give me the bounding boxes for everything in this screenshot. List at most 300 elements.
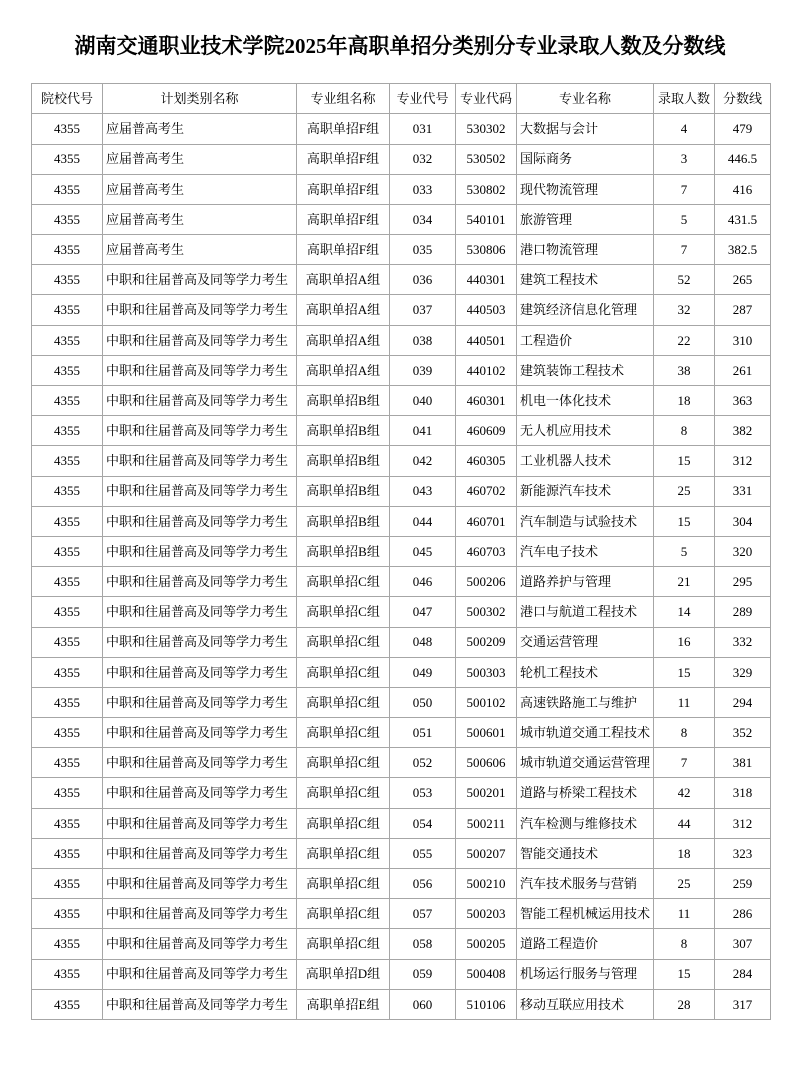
cell-text: 4355 (54, 997, 80, 1012)
cell-score-line (715, 869, 771, 899)
cell-major-code (456, 476, 517, 506)
cell-major-no (390, 929, 456, 959)
cell-text: 机电一体化技术 (520, 393, 612, 408)
cell-major-group (297, 597, 390, 627)
cell-text: 048 (412, 635, 433, 650)
cell-major-code (456, 174, 517, 204)
cell-plan-category (103, 808, 297, 838)
cell-text: 4355 (54, 303, 80, 318)
table-row (32, 235, 771, 265)
cell-school-code (32, 929, 103, 959)
cell-major-no (390, 144, 456, 174)
cell-text: 中职和往届普高及同等学力考生 (106, 816, 289, 831)
cell-plan-category (103, 265, 297, 295)
cell-score-line (715, 808, 771, 838)
cell-major-group (297, 476, 390, 506)
cell-major-name (517, 235, 654, 265)
cell-text: 382 (732, 424, 753, 439)
cell-text: 中职和往届普高及同等学力考生 (106, 273, 289, 288)
cell-text: 高职单招C组 (306, 786, 380, 801)
column-header-score-line: 分数线 (715, 84, 771, 114)
cell-major-code (456, 869, 517, 899)
cell-score-line (715, 416, 771, 446)
table-row (32, 476, 771, 506)
cell-text: 4355 (54, 907, 80, 922)
cell-major-group (297, 114, 390, 144)
cell-text: 高职单招C组 (306, 695, 380, 710)
cell-major-group (297, 144, 390, 174)
cell-text: 高职单招A组 (305, 273, 381, 288)
cell-text: 中职和往届普高及同等学力考生 (106, 665, 289, 680)
cell-text: 500206 (466, 575, 506, 589)
cell-text: 汽车电子技术 (520, 544, 599, 559)
cell-text: 工程造价 (520, 333, 573, 348)
cell-admitted (654, 929, 715, 959)
cell-admitted (654, 869, 715, 899)
cell-text: 500302 (466, 605, 506, 620)
cell-admitted (654, 657, 715, 687)
cell-text: 高职单招F组 (306, 212, 380, 227)
cell-text: 440503 (466, 303, 506, 318)
cell-text: 7 (680, 182, 688, 197)
cell-text: 15 (677, 665, 691, 680)
column-header-admitted: 录取人数 (654, 84, 715, 114)
cell-text: 460305 (466, 454, 506, 469)
cell-text: 高职单招D组 (305, 967, 381, 982)
cell-text: 5 (680, 544, 688, 559)
cell-text: 国际商务 (520, 152, 573, 167)
cell-text: 高职单招C组 (306, 756, 380, 771)
cell-admitted (654, 597, 715, 627)
cell-plan-category (103, 446, 297, 476)
table-row (32, 748, 771, 778)
cell-text: 中职和往届普高及同等学力考生 (106, 876, 289, 891)
cell-text: 旅游管理 (520, 212, 573, 227)
table-row (32, 597, 771, 627)
cell-text: 应届普高考生 (106, 212, 185, 227)
cell-major-group (297, 869, 390, 899)
cell-text: 高职单招E组 (306, 997, 380, 1012)
cell-text: 港口物流管理 (520, 242, 599, 257)
table-row (32, 536, 771, 566)
cell-text: 中职和往届普高及同等学力考生 (106, 635, 289, 650)
cell-school-code (32, 808, 103, 838)
cell-text: 4355 (54, 424, 80, 439)
cell-text: 高职单招F组 (306, 152, 380, 167)
cell-text: 035 (412, 242, 433, 257)
cell-text: 高职单招B组 (306, 424, 380, 439)
cell-text: 294 (732, 695, 753, 710)
cell-school-code (32, 959, 103, 989)
cell-major-code (456, 536, 517, 566)
cell-text: 8 (680, 424, 688, 439)
cell-plan-category (103, 235, 297, 265)
cell-text: 交通运营管理 (520, 635, 599, 650)
cell-admitted (654, 325, 715, 355)
cell-score-line (715, 446, 771, 476)
cell-major-no (390, 989, 456, 1019)
cell-major-code (456, 567, 517, 597)
table-row (32, 657, 771, 687)
cell-score-line (715, 748, 771, 778)
cell-plan-category (103, 657, 297, 687)
cell-major-code (456, 627, 517, 657)
cell-admitted (654, 778, 715, 808)
cell-text: 高职单招C组 (306, 605, 380, 620)
cell-major-name (517, 748, 654, 778)
cell-text: 城市轨道交通工程技术 (520, 725, 650, 740)
cell-text: 高职单招B组 (306, 544, 380, 559)
cell-text: 应届普高考生 (106, 122, 185, 137)
cell-text: 15 (677, 454, 691, 469)
cell-text: 286 (732, 907, 753, 922)
cell-text: 039 (412, 363, 433, 378)
cell-text: 38 (677, 363, 691, 378)
document-page (0, 14, 800, 1082)
cell-text: 高职单招C组 (306, 725, 380, 740)
cell-plan-category (103, 114, 297, 144)
cell-plan-category (103, 416, 297, 446)
cell-major-group (297, 989, 390, 1019)
cell-text: 500205 (466, 937, 506, 952)
cell-text: 无人机应用技术 (520, 424, 612, 439)
table-row (32, 899, 771, 929)
cell-text: 4 (680, 122, 688, 137)
cell-text: 318 (732, 786, 753, 801)
cell-text: 460702 (466, 484, 506, 499)
cell-text: 037 (412, 303, 433, 318)
cell-text: 4355 (54, 846, 80, 861)
cell-school-code (32, 838, 103, 868)
cell-text: 323 (732, 846, 753, 861)
cell-major-code (456, 778, 517, 808)
cell-text: 18 (677, 846, 691, 861)
cell-text: 051 (412, 725, 433, 740)
table-row (32, 265, 771, 295)
table-row (32, 355, 771, 385)
cell-score-line (715, 386, 771, 416)
cell-score-line (715, 718, 771, 748)
cell-major-name (517, 808, 654, 838)
cell-major-name (517, 355, 654, 385)
cell-admitted (654, 748, 715, 778)
cell-major-code (456, 235, 517, 265)
table-row (32, 838, 771, 868)
cell-major-name (517, 144, 654, 174)
cell-major-no (390, 687, 456, 717)
cell-text: 高职单招C组 (306, 846, 380, 861)
cell-major-code (456, 295, 517, 325)
cell-score-line (715, 295, 771, 325)
cell-text: 530806 (466, 242, 506, 257)
cell-text: 高职单招C组 (306, 937, 380, 952)
cell-admitted (654, 536, 715, 566)
cell-text: 382.5 (727, 242, 758, 257)
cell-major-code (456, 838, 517, 868)
cell-text: 高职单招B组 (306, 393, 380, 408)
cell-major-code (456, 989, 517, 1019)
cell-plan-category (103, 144, 297, 174)
cell-text: 建筑工程技术 (520, 273, 599, 288)
cell-major-code (456, 808, 517, 838)
cell-major-code (456, 959, 517, 989)
cell-major-group (297, 567, 390, 597)
cell-text: 中职和往届普高及同等学力考生 (106, 514, 289, 529)
cell-plan-category (103, 959, 297, 989)
cell-major-name (517, 476, 654, 506)
cell-text: 034 (412, 212, 433, 227)
cell-text: 32 (677, 303, 691, 318)
cell-major-no (390, 235, 456, 265)
cell-school-code (32, 567, 103, 597)
cell-text: 416 (732, 182, 753, 197)
cell-admitted (654, 838, 715, 868)
cell-school-code (32, 748, 103, 778)
cell-school-code (32, 416, 103, 446)
cell-text: 038 (412, 333, 433, 348)
cell-admitted (654, 567, 715, 597)
cell-text: 500303 (466, 665, 506, 680)
cell-admitted (654, 718, 715, 748)
cell-text: 440301 (466, 273, 506, 288)
cell-admitted (654, 506, 715, 536)
cell-school-code (32, 506, 103, 536)
table-container (31, 83, 770, 1020)
cell-major-code (456, 355, 517, 385)
cell-text: 高职单招C组 (306, 665, 380, 680)
cell-text: 053 (412, 786, 433, 801)
table-row (32, 627, 771, 657)
cell-text: 25 (677, 876, 691, 891)
cell-text: 44 (677, 816, 691, 831)
cell-text: 4355 (54, 967, 80, 982)
cell-score-line (715, 265, 771, 295)
cell-text: 工业机器人技术 (520, 454, 612, 469)
cell-text: 4355 (54, 665, 80, 680)
cell-text: 高职单招A组 (305, 333, 381, 348)
cell-text: 4355 (54, 484, 80, 499)
cell-school-code (32, 627, 103, 657)
cell-school-code (32, 114, 103, 144)
cell-text: 317 (732, 997, 753, 1012)
cell-major-code (456, 687, 517, 717)
cell-major-group (297, 657, 390, 687)
cell-major-code (456, 144, 517, 174)
admissions-table (31, 83, 771, 1020)
table-row (32, 506, 771, 536)
cell-major-name (517, 386, 654, 416)
cell-text: 高职单招C组 (306, 816, 380, 831)
cell-major-name (517, 204, 654, 234)
cell-plan-category (103, 748, 297, 778)
cell-text: 中职和往届普高及同等学力考生 (106, 695, 289, 710)
cell-text: 033 (412, 182, 433, 197)
cell-admitted (654, 295, 715, 325)
table-header (32, 84, 771, 114)
cell-major-group (297, 687, 390, 717)
cell-admitted (654, 204, 715, 234)
cell-score-line (715, 597, 771, 627)
table-row (32, 567, 771, 597)
cell-score-line (715, 778, 771, 808)
cell-school-code (32, 386, 103, 416)
cell-major-name (517, 295, 654, 325)
cell-text: 4355 (54, 273, 80, 288)
cell-score-line (715, 838, 771, 868)
cell-admitted (654, 386, 715, 416)
cell-major-group (297, 386, 390, 416)
column-header-major-no: 专业代号 (390, 84, 456, 114)
cell-text: 4355 (54, 876, 80, 891)
cell-plan-category (103, 295, 297, 325)
cell-text: 高职单招A组 (305, 363, 381, 378)
cell-text: 500102 (466, 695, 506, 710)
cell-text: 287 (732, 303, 753, 318)
cell-major-group (297, 929, 390, 959)
cell-text: 15 (677, 514, 691, 529)
cell-major-group (297, 235, 390, 265)
cell-text: 11 (677, 695, 691, 710)
cell-score-line (715, 114, 771, 144)
cell-score-line (715, 144, 771, 174)
cell-text: 329 (732, 665, 753, 680)
cell-text: 汽车检测与维修技术 (520, 816, 638, 831)
cell-text: 307 (732, 937, 753, 952)
cell-text: 汽车技术服务与营销 (520, 876, 638, 891)
cell-text: 中职和往届普高及同等学力考生 (106, 544, 289, 559)
cell-text: 4355 (54, 695, 80, 710)
cell-text: 460701 (466, 514, 506, 529)
cell-text: 智能交通技术 (520, 846, 599, 861)
cell-admitted (654, 355, 715, 385)
cell-major-name (517, 597, 654, 627)
cell-text: 363 (732, 393, 753, 408)
cell-plan-category (103, 989, 297, 1019)
cell-major-group (297, 355, 390, 385)
cell-major-code (456, 265, 517, 295)
cell-major-name (517, 265, 654, 295)
cell-text: 500211 (466, 816, 506, 831)
cell-text: 352 (732, 725, 753, 740)
cell-text: 18 (677, 393, 691, 408)
table-row (32, 718, 771, 748)
cell-major-group (297, 838, 390, 868)
cell-text: 15 (677, 967, 691, 982)
cell-score-line (715, 325, 771, 355)
cell-admitted (654, 627, 715, 657)
table-row (32, 929, 771, 959)
cell-text: 332 (732, 635, 753, 650)
cell-text: 040 (412, 393, 433, 408)
cell-text: 331 (732, 484, 753, 499)
cell-plan-category (103, 597, 297, 627)
cell-text: 510106 (466, 997, 506, 1012)
cell-major-code (456, 718, 517, 748)
table-row (32, 778, 771, 808)
cell-text: 4355 (54, 122, 80, 137)
cell-plan-category (103, 718, 297, 748)
cell-major-no (390, 295, 456, 325)
cell-major-name (517, 627, 654, 657)
cell-text: 11 (677, 907, 691, 922)
cell-text: 031 (412, 122, 433, 137)
cell-major-name (517, 718, 654, 748)
cell-score-line (715, 355, 771, 385)
cell-text: 284 (732, 967, 753, 982)
cell-plan-category (103, 174, 297, 204)
table-row (32, 687, 771, 717)
table-row (32, 869, 771, 899)
cell-text: 中职和往届普高及同等学力考生 (106, 333, 289, 348)
cell-text: 054 (412, 816, 433, 831)
cell-major-code (456, 446, 517, 476)
cell-text: 中职和往届普高及同等学力考生 (106, 393, 289, 408)
cell-text: 060 (412, 997, 433, 1012)
cell-admitted (654, 446, 715, 476)
cell-major-group (297, 174, 390, 204)
cell-school-code (32, 355, 103, 385)
cell-plan-category (103, 355, 297, 385)
cell-major-code (456, 899, 517, 929)
cell-text: 高职单招C组 (306, 907, 380, 922)
cell-text: 047 (412, 605, 433, 620)
cell-major-name (517, 838, 654, 868)
cell-major-code (456, 657, 517, 687)
cell-school-code (32, 174, 103, 204)
cell-major-group (297, 959, 390, 989)
cell-major-name (517, 567, 654, 597)
cell-score-line (715, 235, 771, 265)
cell-text: 052 (412, 756, 433, 771)
cell-text: 431.5 (727, 212, 758, 227)
cell-text: 045 (412, 544, 433, 559)
cell-major-no (390, 386, 456, 416)
cell-major-no (390, 204, 456, 234)
cell-major-no (390, 446, 456, 476)
cell-text: 312 (732, 454, 753, 469)
cell-text: 中职和往届普高及同等学力考生 (106, 997, 289, 1012)
cell-text: 479 (732, 122, 753, 137)
cell-text: 中职和往届普高及同等学力考生 (106, 846, 289, 861)
cell-plan-category (103, 627, 297, 657)
cell-major-group (297, 718, 390, 748)
cell-text: 057 (412, 907, 433, 922)
cell-major-name (517, 416, 654, 446)
cell-text: 058 (412, 937, 433, 952)
cell-text: 中职和往届普高及同等学力考生 (106, 454, 289, 469)
cell-text: 500408 (466, 967, 506, 982)
cell-text: 高职单招F组 (306, 122, 380, 137)
cell-text: 建筑装饰工程技术 (520, 363, 625, 378)
cell-school-code (32, 597, 103, 627)
cell-text: 530502 (466, 152, 506, 167)
table-row (32, 808, 771, 838)
cell-text: 高速铁路施工与维护 (520, 695, 638, 710)
cell-plan-category (103, 869, 297, 899)
cell-plan-category (103, 687, 297, 717)
cell-school-code (32, 718, 103, 748)
cell-text: 460609 (466, 424, 506, 439)
cell-major-no (390, 838, 456, 868)
cell-text: 4355 (54, 363, 80, 378)
cell-text: 500203 (466, 907, 506, 922)
cell-score-line (715, 204, 771, 234)
cell-text: 中职和往届普高及同等学力考生 (106, 786, 289, 801)
cell-text: 21 (677, 575, 691, 589)
cell-text: 移动互联应用技术 (520, 997, 625, 1012)
cell-text: 4355 (54, 182, 80, 197)
cell-text: 高职单招F组 (306, 182, 380, 197)
